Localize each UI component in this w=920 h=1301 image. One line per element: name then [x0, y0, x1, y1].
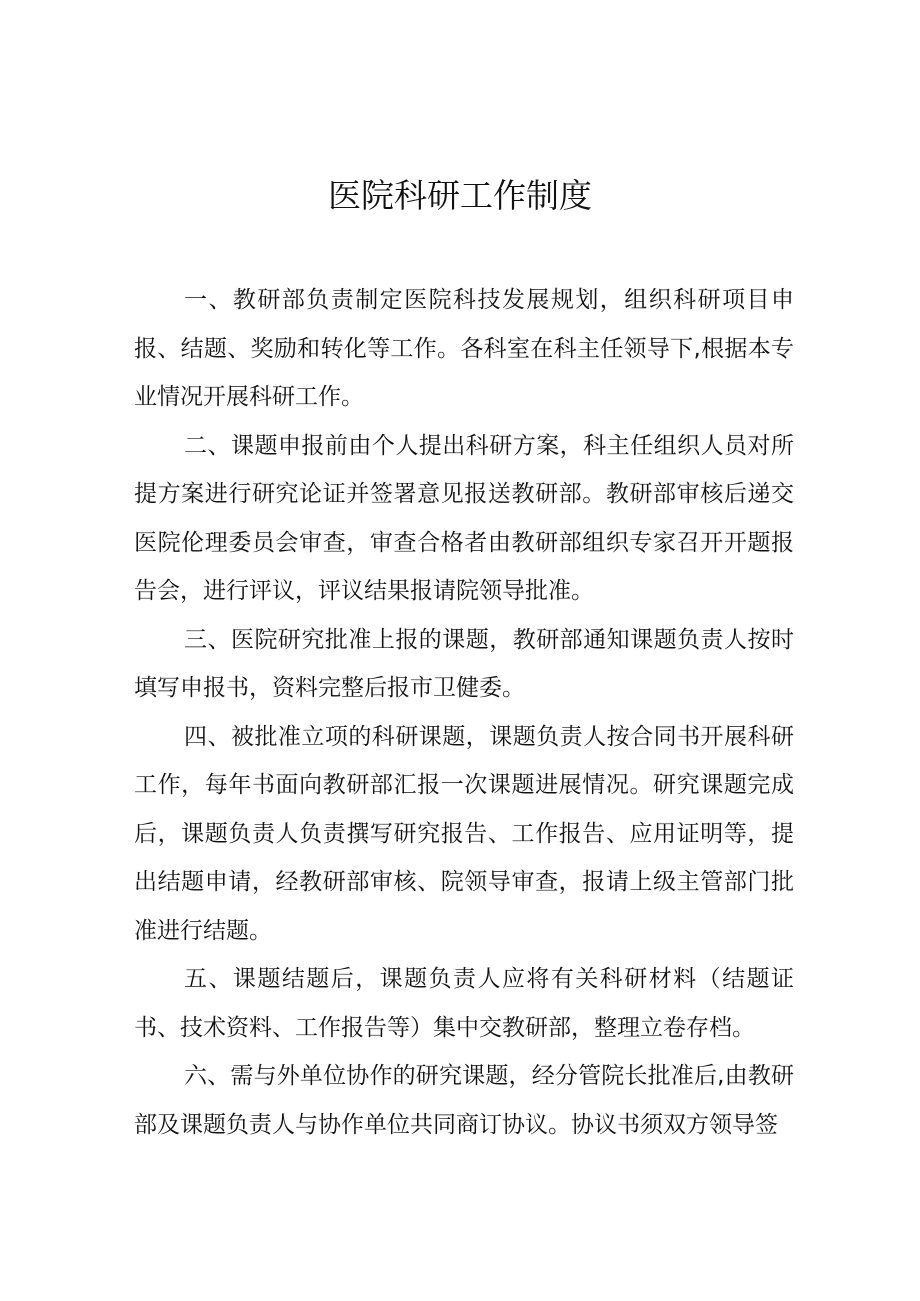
document-title: 医院科研工作制度	[328, 176, 592, 215]
paragraph-1: 一、教研部负责制定医院科技发展规划，组织科研项目申报、结题、奖励和转化等工作。各科室在科主任领导下,根据本专业情况开展科研工作。	[134, 287, 794, 410]
paragraph-2: 二、课题申报前由个人提出科研方案，科主任组织人员对所提方案进行研究论证并签署意见报送教研部。教研部审核后递交医院伦理委员会审查，审查合格者由教研部组织专家召开开题报告会，进行评议，评议结果报请院领导批准。	[134, 432, 794, 604]
paragraph-5: 五、课题结题后，课题负责人应将有关科研材料（结题证书、技术资料、工作报告等）集中交教研部，整理立卷存档。	[134, 966, 794, 1041]
document-body	[134, 276, 794, 1149]
paragraph-3: 三、医院研究批准上报的课题，教研部通知课题负责人按时填写申报书，资料完整后报市卫健委。	[134, 626, 794, 701]
paragraph-6: 六、需与外单位协作的研究课题，经分管院长批准后,由教研部及课题负责人与协作单位共同商订协议。协议书须双方领导签	[134, 1063, 794, 1138]
paragraph-4: 四、被批准立项的科研课题，课题负责人按合同书开展科研工作，每年书面向教研部汇报一次课题进展情况。研究课题完成后，课题负责人负责撰写研究报告、工作报告、应用证明等，提出结题申请，经教研部审核、院领导审查，报请上级主管部门批准进行结题。	[134, 723, 794, 944]
